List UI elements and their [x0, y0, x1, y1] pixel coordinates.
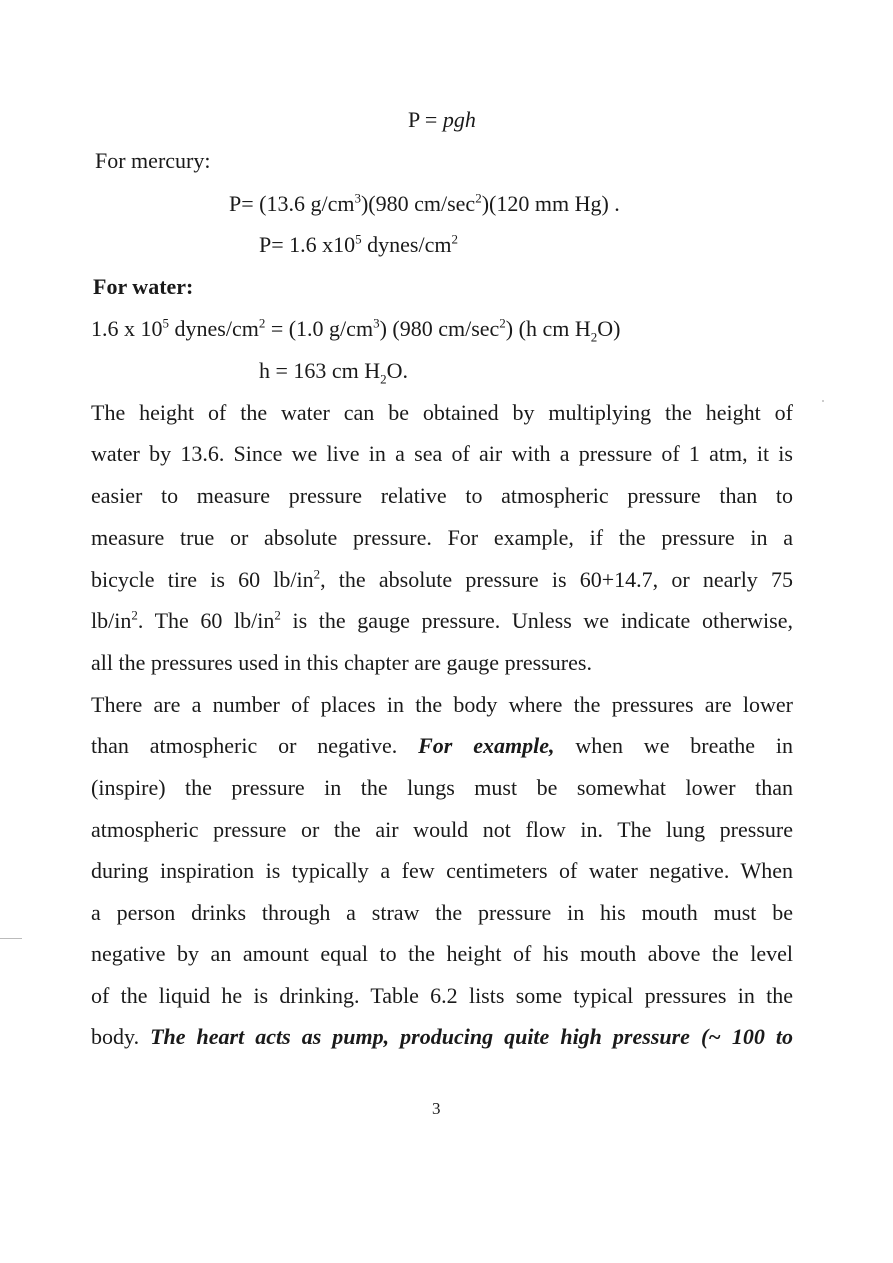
page-number: 3	[432, 1099, 441, 1118]
para2-line-3: (inspire) the pressure in the lungs must be somewhat lower than	[91, 775, 793, 800]
main-equation: P = pgh	[408, 107, 476, 132]
para1-line-7: all the pressures used in this chapter are gauge pressures.	[91, 650, 592, 675]
mercury-equation-2: P= 1.6 $x10^5$ dynes/$cm^2$	[259, 231, 458, 257]
para2-line-6: a person drinks through a straw the pressure in his mouth must be	[91, 900, 793, 925]
water-heading: For water:	[93, 274, 194, 299]
scan-speck	[822, 400, 824, 402]
para1-line-6: $lb/in^2$. The 60 $lb/in^2$ is the gauge pressure. Unless we indicate otherwise,	[91, 607, 793, 633]
para1-line-1: The height of the water can be obtained by multiplying the height of	[91, 400, 793, 425]
para2-line-7: negative by an amount equal to the height of his mouth above the level	[91, 941, 793, 966]
para2-line-4: atmospheric pressure or the air would not flow in. The lung pressure	[91, 817, 793, 842]
para2-line-9: body. The heart acts as pump, producing quite high pressure (~ 100 to	[91, 1024, 793, 1049]
mercury-equation-1: P= (13.6 $g/cm^3)(980$ $cm/\sec^2)(120$ mm Hg) .	[229, 190, 620, 216]
scan-margin-mark	[0, 938, 22, 939]
para1-line-3: easier to measure pressure relative to atmospheric pressure than to	[91, 483, 793, 508]
para2-line-5: during inspiration is typically a few centimeters of water negative. When	[91, 858, 793, 883]
para2-line-8: of the liquid he is drinking. Table 6.2 lists some typical pressures in the	[91, 983, 793, 1008]
para2-line-2: than atmospheric or negative. For example, when we breathe in	[91, 733, 793, 758]
para1-line-2: water by 13.6. Since we live in a sea of air with a pressure of 1 atm, it is	[91, 441, 793, 466]
mercury-heading: For mercury:	[95, 148, 211, 173]
para2-line-1: There are a number of places in the body where the pressures are lower	[91, 692, 793, 717]
water-equation-1: 1.6 x $10^5$ dynes/$cm^2 = (1.0$ $g/cm^3$) (980 $cm/\sec^2$) (h cm $H_2O$)	[91, 315, 621, 345]
para1-line-5: bicycle tire is 60 $lb/in^2$, the absolute pressure is 60+14.7, or nearly 75	[91, 566, 793, 592]
water-equation-2: h = 163 cm $H_2O$.	[259, 358, 409, 387]
para1-line-4: measure true or absolute pressure. For example, if the pressure in a	[91, 525, 793, 550]
